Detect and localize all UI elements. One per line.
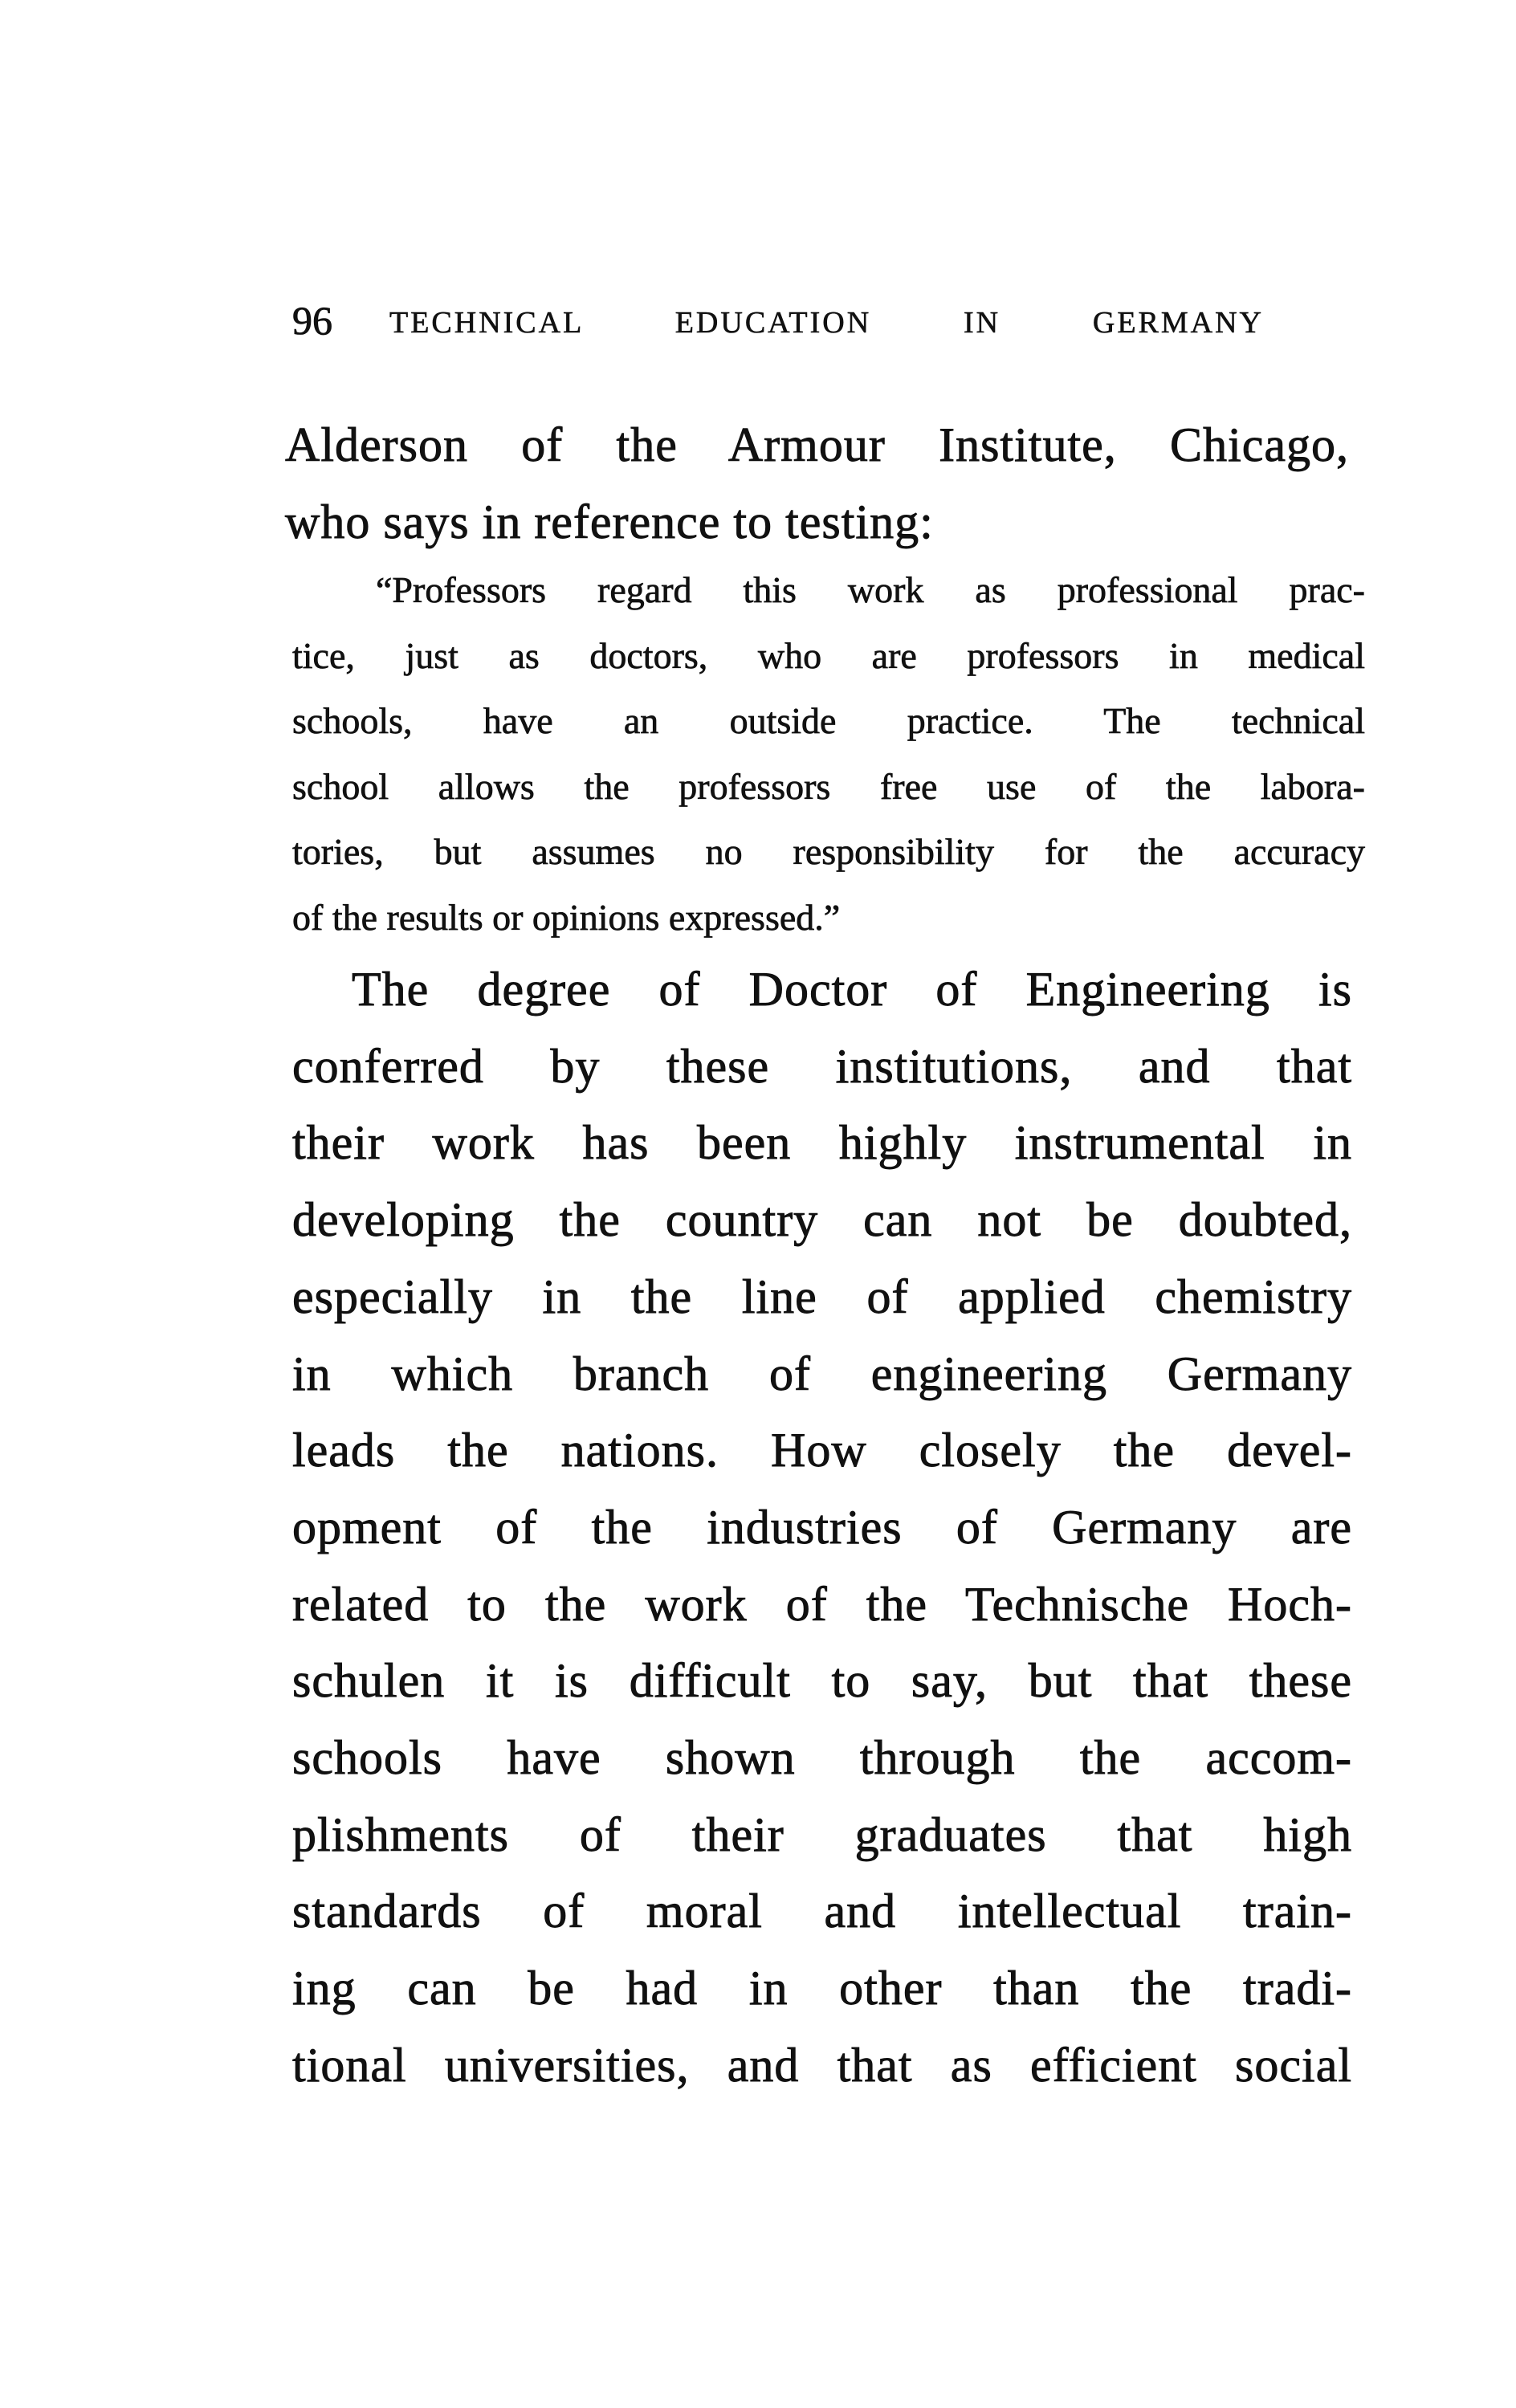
running-title: TECHNICAL EDUCATION IN GERMANY	[389, 306, 1264, 340]
text-line: school allows the professors free use of the labora-	[292, 765, 1365, 807]
text-line: opment of the industries of Germany are	[292, 1500, 1352, 1554]
text-line: tories, but assumes no responsibility for the accuracy	[292, 831, 1365, 872]
text-line: tional universities, and that as efficient social	[292, 2038, 1352, 2092]
text-line: The degree of Doctor of Engineering is	[352, 963, 1352, 1016]
text-line: especially in the line of applied chemistry	[292, 1269, 1352, 1323]
text-line: their work has been highly instrumental in	[292, 1116, 1352, 1170]
text-line: standards of moral and intellectual train-	[292, 1884, 1352, 1938]
text-line: of the results or opinions expressed.”	[292, 896, 841, 938]
text-line: “Professors regard this work as professional prac-	[376, 569, 1365, 610]
text-line: plishments of their graduates that high	[292, 1807, 1352, 1861]
text-line: related to the work of the Technische Hoch-	[292, 1577, 1352, 1631]
text-line: developing the country can not be doubted,	[292, 1193, 1352, 1247]
text-line: who says in reference to testing:	[285, 495, 934, 548]
text-line: schulen it is difficult to say, but that these	[292, 1654, 1352, 1708]
text-line: tice, just as doctors, who are professors in medical	[292, 634, 1365, 676]
text-line: leads the nations. How closely the devel-	[292, 1424, 1352, 1477]
text-line: schools have shown through the accom-	[292, 1731, 1352, 1784]
page-number: 96	[292, 298, 332, 343]
text-line: conferred by these institutions, and that	[292, 1039, 1352, 1093]
text-line: ing can be had in other than the tradi-	[292, 1962, 1352, 2015]
page-header	[292, 297, 1264, 345]
text-line: Alderson of the Armour Institute, Chicago,	[285, 418, 1349, 471]
text-line: schools, have an outside practice. The technical	[292, 700, 1365, 741]
text-line: in which branch of engineering Germany	[292, 1347, 1352, 1400]
